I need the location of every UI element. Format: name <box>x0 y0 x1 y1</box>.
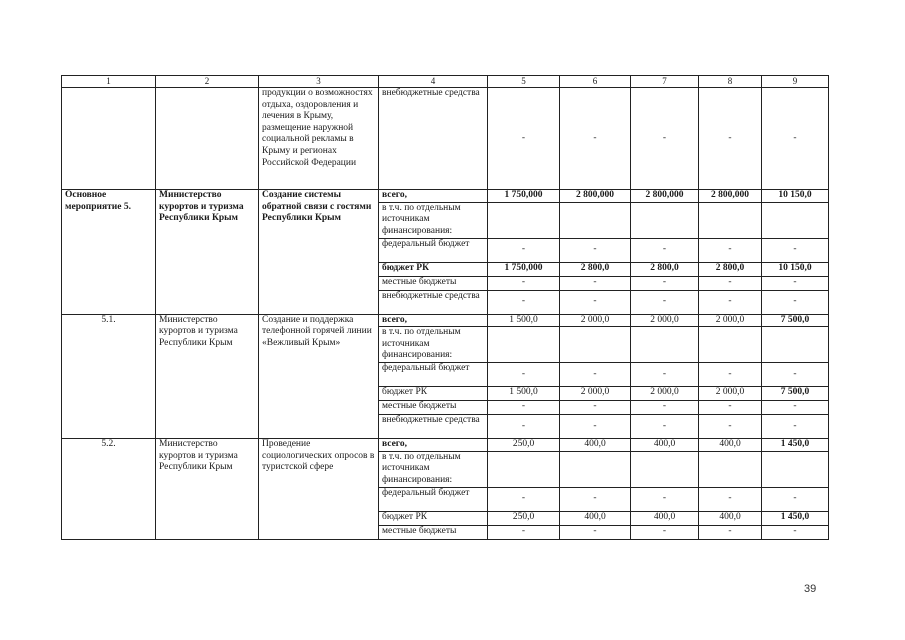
value-cell: - <box>560 363 631 387</box>
value-cell: - <box>762 290 829 314</box>
value-cell: - <box>762 238 829 262</box>
table-row <box>62 314 829 327</box>
continuation-row <box>62 88 829 190</box>
source-label: федеральный бюджет <box>379 238 488 262</box>
value-cell: 2 800,0 <box>560 262 631 276</box>
value-cell <box>488 327 560 363</box>
source-label: местные бюджеты <box>379 276 488 290</box>
source-label: всего, <box>379 439 488 452</box>
value-cell: 7 500,0 <box>762 387 829 401</box>
budget-table <box>61 75 829 540</box>
value-cell: - <box>560 238 631 262</box>
value-cell: - <box>762 363 829 387</box>
value-cell: 2 000,0 <box>631 314 699 327</box>
page-number: 39 <box>804 583 817 595</box>
value-cell: - <box>699 238 762 262</box>
value-cell: - <box>762 415 829 439</box>
value-cell: - <box>488 276 560 290</box>
source-label: в т.ч. по отдельным источникам финансирования: <box>379 327 488 363</box>
value-cell: 250,0 <box>488 511 560 525</box>
source-label: бюджет РК <box>379 511 488 525</box>
col-header: 6 <box>560 76 631 88</box>
measure-number: 5.2. <box>62 439 156 540</box>
source-label: федеральный бюджет <box>379 363 488 387</box>
value-cell: 400,0 <box>560 439 631 452</box>
executor: Министерство курортов и туризма Республики Крым <box>156 190 259 315</box>
source-label: внебюджетные средства <box>379 88 488 190</box>
value-cell: - <box>560 487 631 511</box>
value-cell <box>762 202 829 238</box>
value-cell: 400,0 <box>560 511 631 525</box>
value-cell: - <box>699 88 762 190</box>
value-cell: 2 000,0 <box>560 314 631 327</box>
value-cell <box>699 327 762 363</box>
measure-number: 5.1. <box>62 314 156 439</box>
col-header: 4 <box>379 76 488 88</box>
source-label: в т.ч. по отдельным источникам финансирования: <box>379 202 488 238</box>
value-cell: - <box>488 415 560 439</box>
value-cell: 2 800,000 <box>631 190 699 203</box>
value-cell: 2 800,0 <box>699 262 762 276</box>
activity-description: Проведение социологических опросов в туристской сфере <box>259 439 379 540</box>
value-cell: - <box>699 276 762 290</box>
value-cell: - <box>699 487 762 511</box>
value-cell: - <box>762 88 829 190</box>
value-cell: - <box>488 401 560 415</box>
value-cell: - <box>631 415 699 439</box>
empty-cell <box>62 88 156 190</box>
value-cell: 7 500,0 <box>762 314 829 327</box>
value-cell: 2 000,0 <box>699 387 762 401</box>
col-header: 3 <box>259 76 379 88</box>
value-cell: 400,0 <box>631 511 699 525</box>
value-cell: 10 150,0 <box>762 262 829 276</box>
source-label: бюджет РК <box>379 262 488 276</box>
value-cell: - <box>560 415 631 439</box>
empty-cell <box>156 88 259 190</box>
value-cell: - <box>560 88 631 190</box>
value-cell: - <box>488 290 560 314</box>
value-cell <box>762 327 829 363</box>
col-header: 8 <box>699 76 762 88</box>
value-cell: - <box>762 276 829 290</box>
source-label: бюджет РК <box>379 387 488 401</box>
table-row <box>62 439 829 452</box>
value-cell <box>560 327 631 363</box>
value-cell: 10 150,0 <box>762 190 829 203</box>
value-cell <box>560 202 631 238</box>
value-cell: - <box>488 363 560 387</box>
source-label: федеральный бюджет <box>379 487 488 511</box>
value-cell: - <box>631 238 699 262</box>
col-header: 9 <box>762 76 829 88</box>
value-cell: - <box>762 487 829 511</box>
source-label: внебюджетные средства <box>379 290 488 314</box>
value-cell: - <box>631 276 699 290</box>
col-header: 1 <box>62 76 156 88</box>
value-cell: - <box>560 290 631 314</box>
column-number-row <box>62 76 829 88</box>
value-cell: - <box>699 415 762 439</box>
value-cell: - <box>631 525 699 539</box>
value-cell: - <box>699 290 762 314</box>
value-cell: - <box>560 525 631 539</box>
value-cell <box>488 451 560 487</box>
value-cell: 1 750,000 <box>488 190 560 203</box>
value-cell: - <box>488 238 560 262</box>
value-cell: 2 800,000 <box>699 190 762 203</box>
value-cell <box>762 451 829 487</box>
value-cell: 2 800,000 <box>560 190 631 203</box>
value-cell: - <box>560 401 631 415</box>
col-header: 7 <box>631 76 699 88</box>
measure-number: Основное мероприятие 5. <box>62 190 156 315</box>
table-row <box>62 190 829 203</box>
value-cell: - <box>488 525 560 539</box>
value-cell: - <box>631 487 699 511</box>
activity-description: продукции о возможностях отдыха, оздоровления и лечения в Крыму, размещение наружной социальной рекламы в Крыму и регионах Российской Федерации <box>259 88 379 190</box>
value-cell: 250,0 <box>488 439 560 452</box>
value-cell: 1 500,0 <box>488 314 560 327</box>
value-cell: - <box>631 88 699 190</box>
value-cell <box>699 451 762 487</box>
value-cell: 2 800,0 <box>631 262 699 276</box>
source-label: всего, <box>379 314 488 327</box>
value-cell: - <box>631 401 699 415</box>
value-cell <box>560 451 631 487</box>
value-cell: 1 500,0 <box>488 387 560 401</box>
value-cell: - <box>631 290 699 314</box>
value-cell: 1 750,000 <box>488 262 560 276</box>
value-cell: - <box>699 401 762 415</box>
value-cell: - <box>488 487 560 511</box>
value-cell: - <box>488 88 560 190</box>
value-cell: 1 450,0 <box>762 511 829 525</box>
value-cell <box>631 327 699 363</box>
value-cell: 400,0 <box>631 439 699 452</box>
value-cell <box>699 202 762 238</box>
source-label: всего, <box>379 190 488 203</box>
executor: Министерство курортов и туризма Республики Крым <box>156 439 259 540</box>
value-cell: - <box>560 276 631 290</box>
source-label: внебюджетные средства <box>379 415 488 439</box>
activity-description: Создание системы обратной связи с гостями Республики Крым <box>259 190 379 315</box>
activity-description: Создание и поддержка телефонной горячей линии «Вежливый Крым» <box>259 314 379 439</box>
executor: Министерство курортов и туризма Республики Крым <box>156 314 259 439</box>
value-cell: 2 000,0 <box>631 387 699 401</box>
value-cell <box>488 202 560 238</box>
value-cell: 2 000,0 <box>560 387 631 401</box>
value-cell: 400,0 <box>699 511 762 525</box>
value-cell: - <box>762 401 829 415</box>
value-cell: - <box>699 525 762 539</box>
value-cell: 2 000,0 <box>699 314 762 327</box>
col-header: 2 <box>156 76 259 88</box>
value-cell: - <box>762 525 829 539</box>
value-cell: - <box>631 363 699 387</box>
value-cell: - <box>699 363 762 387</box>
value-cell <box>631 451 699 487</box>
col-header: 5 <box>488 76 560 88</box>
value-cell: 1 450,0 <box>762 439 829 452</box>
source-label: в т.ч. по отдельным источникам финансирования: <box>379 451 488 487</box>
value-cell <box>631 202 699 238</box>
source-label: местные бюджеты <box>379 525 488 539</box>
source-label: местные бюджеты <box>379 401 488 415</box>
value-cell: 400,0 <box>699 439 762 452</box>
